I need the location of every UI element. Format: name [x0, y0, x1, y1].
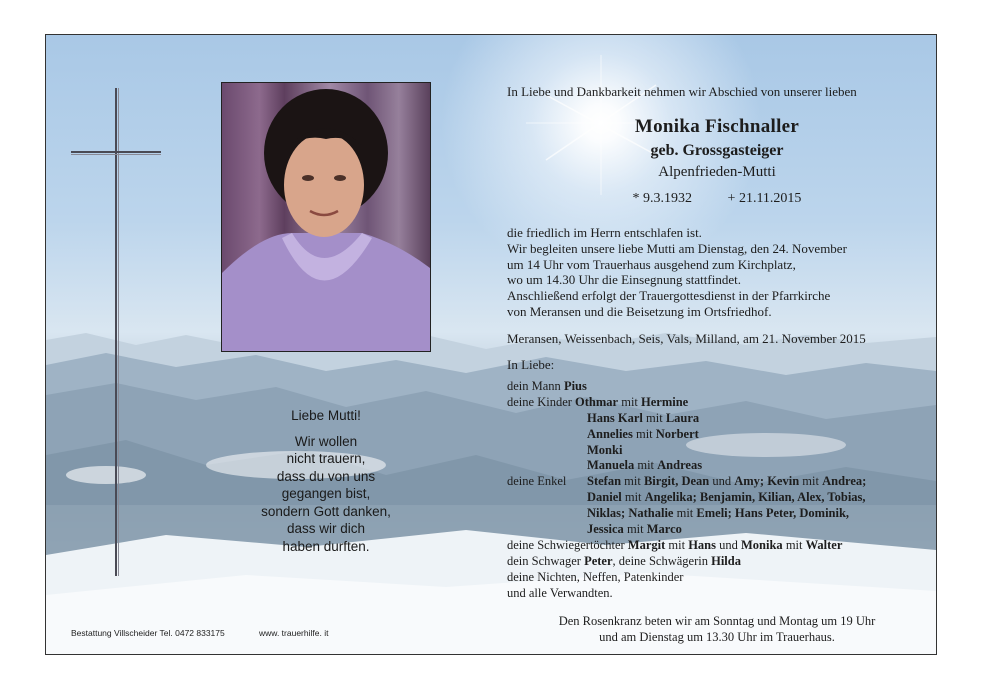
nieces-row: deine Nichten, Neffen, Patenkinder	[507, 569, 684, 584]
family-list	[507, 379, 937, 601]
grandchildren-row	[507, 506, 937, 522]
children-row: Monki	[587, 442, 623, 457]
grandchildren-row	[507, 474, 937, 490]
husband-row: dein Mann Pius	[507, 379, 587, 393]
cross-horizontal-bar	[71, 151, 161, 153]
family-text: und	[716, 537, 741, 552]
life-dates	[507, 191, 927, 207]
family-text: mit	[665, 537, 689, 552]
family-text: deine Schwiegertöchter	[507, 537, 628, 552]
family-text: mit	[621, 474, 644, 489]
grandchildren-label: deine Enkel	[507, 474, 567, 489]
family-name: Amy; Kevin	[734, 474, 800, 489]
family-name: Birgit, Dean	[643, 474, 710, 489]
funeral-details	[507, 225, 927, 320]
poem-line: sondern Gott danken,	[261, 503, 391, 519]
nickname: Alpenfrieden-Mutti	[658, 164, 776, 180]
body-line: von Meransen und die Beisetzung im Ortsfriedhof.	[507, 303, 772, 319]
poem-line: nicht trauern,	[286, 451, 366, 466]
relatives-row: und alle Verwandten.	[507, 585, 613, 600]
body-line: wo um 14.30 Uhr die Einsegnung stattfindet.	[507, 272, 741, 288]
birth-date: * 9.3.1932	[632, 191, 693, 206]
poem-line: dass wir dich	[286, 521, 366, 536]
intro-text: In Liebe und Dankbarkeit nehmen wir Abschied von unserer lieben	[507, 84, 857, 99]
family-name: Marco	[646, 522, 682, 537]
family-text: mit	[673, 506, 697, 521]
family-name: Monika	[741, 537, 783, 552]
poem-line: Wir wollen	[294, 433, 358, 449]
family-text: mit	[623, 522, 647, 537]
poem-line: dass du von uns	[276, 468, 376, 484]
maiden-name: geb. Grossgasteiger	[650, 142, 784, 159]
family-name: Hilda	[711, 553, 741, 568]
in-love-label: In Liebe:	[507, 357, 555, 372]
family-name: Angelika; Benjamin, Kilian, Alex, Tobias,	[644, 490, 866, 505]
family-name: Andrea;	[822, 474, 867, 489]
family-name: Hans	[688, 537, 716, 552]
deceased-portrait-photo	[221, 82, 431, 352]
family-text: mit	[621, 490, 645, 505]
rosary-notice	[507, 613, 927, 645]
poem-line: haben durften.	[282, 538, 370, 554]
in-laws-row	[507, 538, 937, 554]
siblings-in-law-row	[507, 554, 937, 570]
undertaker-contact: Bestattung Villscheider Tel. 0472 833175	[71, 628, 225, 638]
grandchildren-row	[507, 522, 937, 538]
website-text: www. trauerhilfe. it	[259, 628, 329, 638]
husband-name: Pius	[563, 379, 587, 393]
death-date: + 21.11.2015	[727, 191, 802, 206]
family-text: dein Schwager	[507, 553, 585, 568]
poem-line: gegangen bist,	[281, 486, 371, 501]
family-name: Daniel	[587, 490, 622, 505]
family-name: Jessica	[587, 522, 624, 537]
poem-title: Liebe Mutti!	[291, 408, 361, 423]
family-text: und	[709, 474, 735, 489]
children-row: Hans Karl mit Laura	[587, 410, 700, 425]
children-label: deine Kinder	[507, 394, 576, 409]
obituary-card	[45, 34, 937, 655]
family-name: Stefan	[587, 474, 622, 489]
children-row: Manuela mit Andreas	[587, 458, 703, 473]
cross-vertical-bar	[115, 88, 117, 576]
family-text: mit	[782, 537, 806, 552]
children-row: Annelies mit Norbert	[587, 426, 699, 441]
place-and-date: Meransen, Weissenbach, Seis, Vals, Milland, am 21. November 2015	[507, 331, 866, 346]
rosary-line: und am Dienstag um 13.30 Uhr im Trauerhaus.	[599, 630, 835, 644]
body-line: um 14 Uhr vom Trauerhaus ausgehend zum Kirchplatz,	[507, 256, 796, 272]
rosary-line: Den Rosenkranz beten wir am Sonntag und Montag um 19 Uhr	[558, 614, 876, 628]
body-line: Wir begleiten unsere liebe Mutti am Dienstag, den 24. November	[507, 240, 847, 256]
family-text: mit	[799, 474, 823, 489]
children-row: deine Kinder Othmar mit Hermine	[507, 394, 689, 409]
family-name: Margit	[627, 537, 666, 552]
memorial-poem	[236, 407, 416, 555]
deceased-name: Monika Fischnaller	[634, 116, 800, 137]
family-text: , deine Schwägerin	[612, 553, 712, 568]
family-name: Peter	[584, 553, 613, 568]
grandchildren-row	[507, 490, 937, 506]
family-name: Walter	[805, 537, 843, 552]
body-line: Anschließend erfolgt der Trauergottesdienst in der Pfarrkirche	[507, 288, 831, 304]
family-name: Emeli; Hans Peter, Dominik,	[696, 506, 850, 521]
family-name: Niklas; Nathalie	[587, 506, 674, 521]
body-line: die friedlich im Herrn entschlafen ist.	[507, 225, 702, 240]
